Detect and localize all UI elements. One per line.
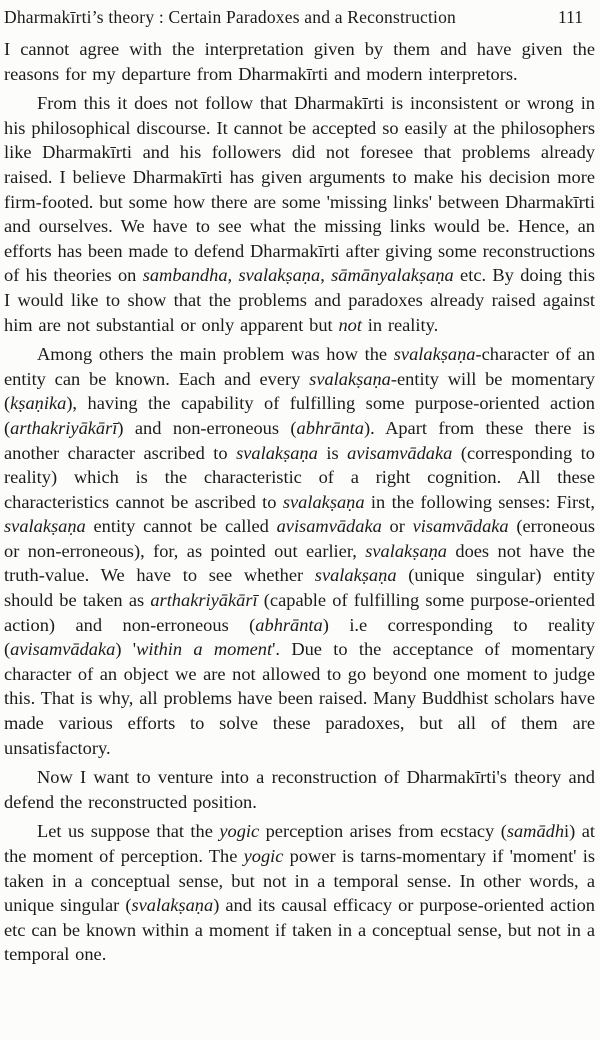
page-number: 111	[558, 7, 583, 27]
page-header	[4, 6, 595, 28]
paragraph: Let us suppose that the yogic perception arises from ecstacy (samādhi) at the moment of perception. The yogic power is tarns-momentary if 'moment' is taken in a conceptual sense, but not in a temporal sense. In other words, a unique singular (svalakṣaṇa) and its causal efficacy or purpose-oriented action etc can be known within a moment if taken in a conceptual sense, but not in a temporal one.	[4, 821, 595, 965]
paragraph: From this it does not follow that Dharmakīrti is inconsistent or wrong in his philosophical discourse. It cannot be accepted so easily at the philosophers like Dharmakīrti and his followers did not foresee that problems already raised. I believe Dharmakīrti has given arguments to make his decision more firm-footed. but some how there are some 'missing links' between Dharmakīrti and ourselves. We have to see what the missing links would be. Hence, an efforts has been made to defend Dharmakīrti after giving some reconstructions of his theories on sambandha, svalakṣaṇa, sāmānyalakṣaṇa etc. By doing this I would like to show that the problems and paradoxes already raised against him are not substantial or only apparent but not in reality.	[4, 93, 595, 335]
paragraph: Among others the main problem was how the svalakṣaṇa-character of an entity can be known. Each and every svalakṣaṇa-entity will be momentary (kṣaṇika), having the capability of fulfilling some purpose-oriented action (arthakriyākārī) and non-erroneous (abhrānta). Apart from these there is another character ascribed to svalakṣaṇa is avisamvādaka (corresponding to reality) which is the characteristic of a right cognition. All these characteristics cannot be ascribed to svalakṣaṇa in the following senses: First, svalakṣaṇa entity cannot be called avisamvādaka or visamvādaka (erroneous or non-erroneous), for, as pointed out earlier, svalakṣaṇa does not have the truth-value. We have to see whether svalakṣaṇa (unique singular) entity should be taken as arthakriyākārī (capable of fulfilling some purpose-oriented action) and non-erroneous (abhrānta) i.e corresponding to reality (avisamvādaka) 'within a moment'. Due to the acceptance of momentary character of an object we are not allowed to go beyond one moment to judge this. That is why, all problems have been raised. Many Buddhist scholars have made various efforts to solve these paradoxes, but all of them are unsatisfactory.	[4, 344, 596, 758]
paragraph: Now I want to venture into a reconstruction of Dharmakīrti's theory and defend the reconstructed position.	[4, 767, 595, 812]
running-title: Dharmakīrti’s theory : Certain Paradoxes and a Reconstruction	[4, 7, 457, 27]
paragraph: I cannot agree with the interpretation given by them and have given the reasons for my departure from Dharmakīrti and modern interpretors.	[4, 39, 595, 84]
page-body	[4, 37, 595, 967]
